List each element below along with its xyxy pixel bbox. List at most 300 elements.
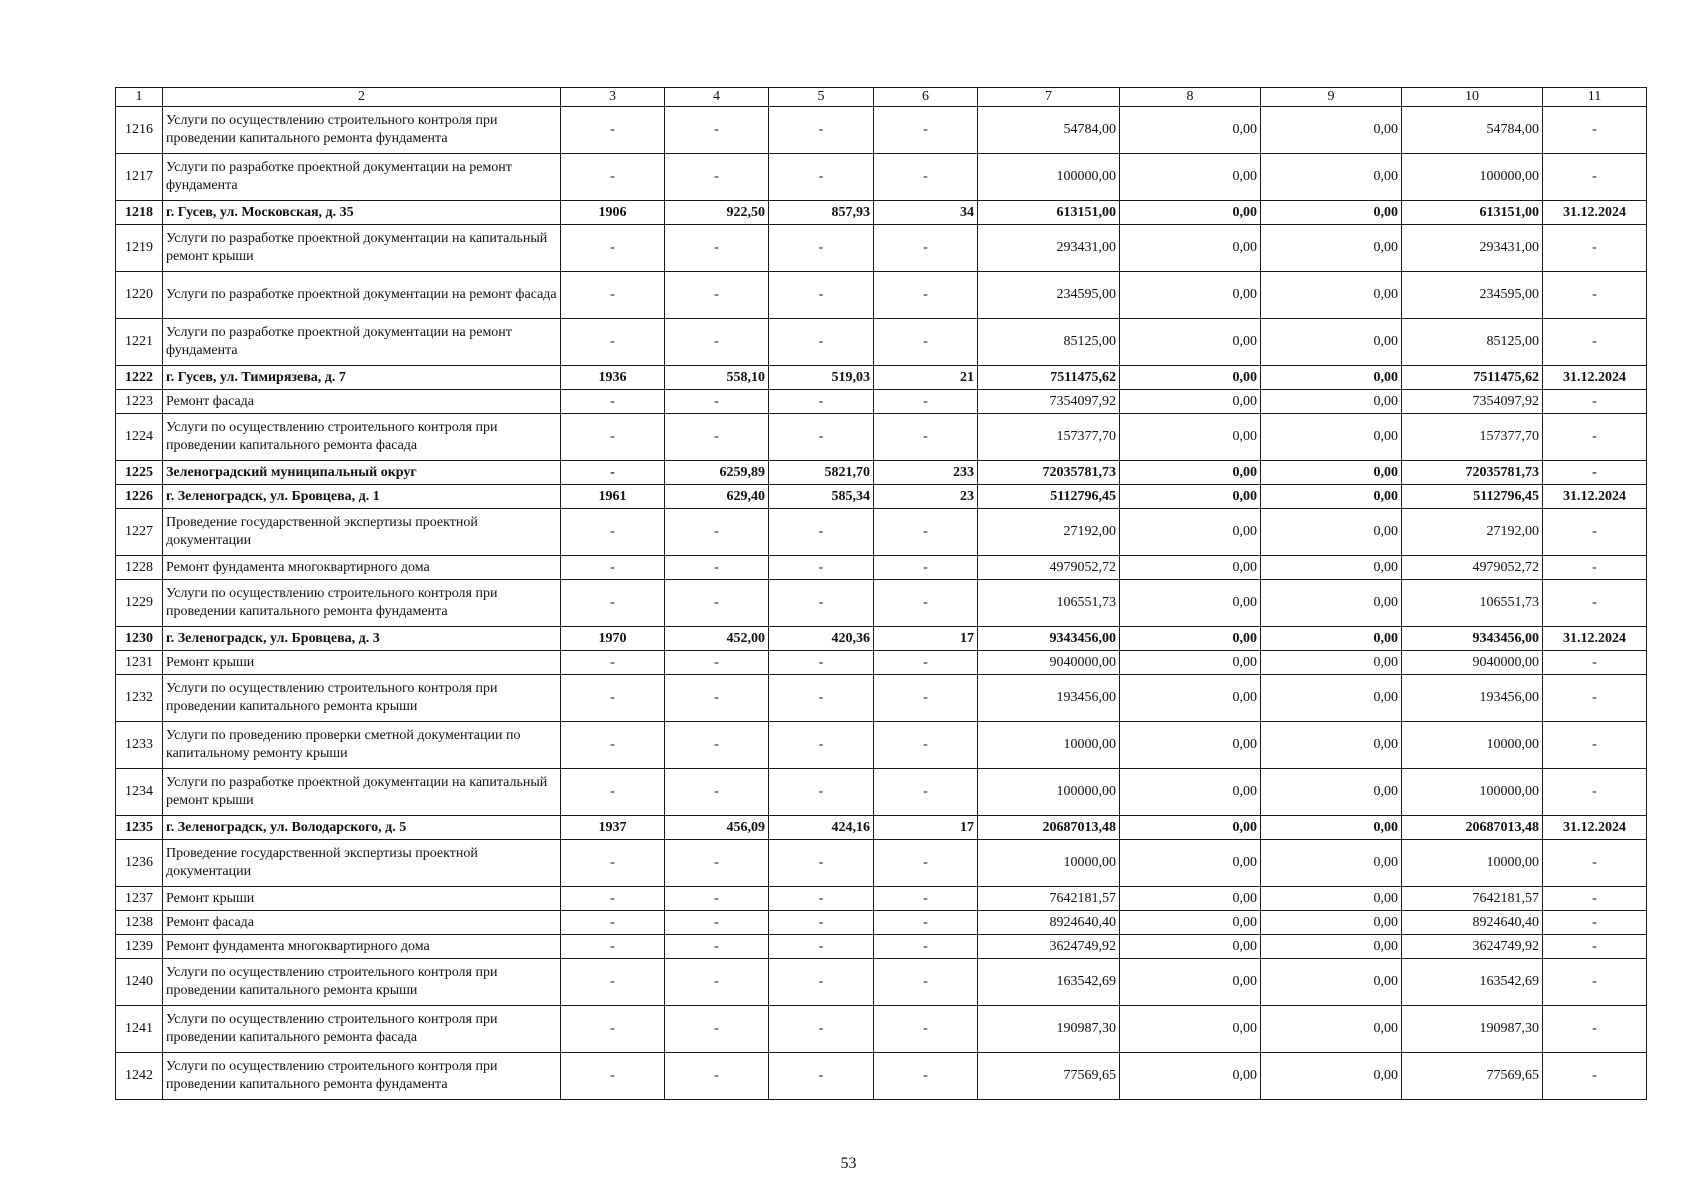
col9-cell: 0,00 xyxy=(1261,201,1402,225)
table-row xyxy=(116,959,1647,1006)
deadline-cell: - xyxy=(1543,154,1647,201)
col4-cell: - xyxy=(665,414,769,461)
table-row xyxy=(116,651,1647,675)
item-name-cell: Услуги по разработке проектной документации на ремонт фундамента xyxy=(163,319,561,366)
col7-cell: 613151,00 xyxy=(978,201,1120,225)
deadline-cell: 31.12.2024 xyxy=(1543,816,1647,840)
col10-cell: 7511475,62 xyxy=(1402,366,1543,390)
col6-cell: 23 xyxy=(874,485,978,509)
col9-cell: 0,00 xyxy=(1261,107,1402,154)
column-header: 10 xyxy=(1402,88,1543,107)
table-row xyxy=(116,840,1647,887)
col6-cell: - xyxy=(874,390,978,414)
col8-cell: 0,00 xyxy=(1120,675,1261,722)
table-row xyxy=(116,769,1647,816)
col6-cell: - xyxy=(874,840,978,887)
table-row xyxy=(116,935,1647,959)
col4-cell: - xyxy=(665,651,769,675)
col10-cell: 100000,00 xyxy=(1402,769,1543,816)
year-cell: - xyxy=(561,722,665,769)
col4-cell: - xyxy=(665,556,769,580)
table-row xyxy=(116,461,1647,485)
table-row xyxy=(116,154,1647,201)
col5-cell: 519,03 xyxy=(769,366,874,390)
col9-cell: 0,00 xyxy=(1261,390,1402,414)
col9-cell: 0,00 xyxy=(1261,366,1402,390)
col7-cell: 293431,00 xyxy=(978,225,1120,272)
item-name-cell: Услуги по осуществлению строительного контроля при проведении капитального ремонта крыши xyxy=(163,959,561,1006)
item-name-cell: г. Зеленоградск, ул. Бровцева, д. 3 xyxy=(163,627,561,651)
row-number-cell: 1219 xyxy=(116,225,163,272)
col10-cell: 3624749,92 xyxy=(1402,935,1543,959)
row-number-cell: 1240 xyxy=(116,959,163,1006)
col6-cell: - xyxy=(874,225,978,272)
year-cell: 1970 xyxy=(561,627,665,651)
col5-cell: - xyxy=(769,651,874,675)
deadline-cell: - xyxy=(1543,651,1647,675)
col5-cell: 424,16 xyxy=(769,816,874,840)
item-name-cell: Услуги по осуществлению строительного контроля при проведении капитального ремонта фасада xyxy=(163,414,561,461)
col6-cell: - xyxy=(874,675,978,722)
col9-cell: 0,00 xyxy=(1261,580,1402,627)
column-header: 9 xyxy=(1261,88,1402,107)
deadline-cell: 31.12.2024 xyxy=(1543,201,1647,225)
col8-cell: 0,00 xyxy=(1120,840,1261,887)
col4-cell: - xyxy=(665,935,769,959)
col7-cell: 193456,00 xyxy=(978,675,1120,722)
year-cell: 1937 xyxy=(561,816,665,840)
item-name-cell: Проведение государственной экспертизы проектной документации xyxy=(163,509,561,556)
column-header: 7 xyxy=(978,88,1120,107)
row-number-cell: 1224 xyxy=(116,414,163,461)
deadline-cell: - xyxy=(1543,840,1647,887)
col7-cell: 5112796,45 xyxy=(978,485,1120,509)
col8-cell: 0,00 xyxy=(1120,556,1261,580)
col9-cell: 0,00 xyxy=(1261,840,1402,887)
col5-cell: - xyxy=(769,107,874,154)
col6-cell: - xyxy=(874,769,978,816)
col9-cell: 0,00 xyxy=(1261,485,1402,509)
col8-cell: 0,00 xyxy=(1120,959,1261,1006)
col6-cell: - xyxy=(874,556,978,580)
item-name-cell: Ремонт фасада xyxy=(163,390,561,414)
col10-cell: 7354097,92 xyxy=(1402,390,1543,414)
row-number-cell: 1227 xyxy=(116,509,163,556)
deadline-cell: - xyxy=(1543,769,1647,816)
col9-cell: 0,00 xyxy=(1261,959,1402,1006)
col7-cell: 100000,00 xyxy=(978,769,1120,816)
col8-cell: 0,00 xyxy=(1120,225,1261,272)
item-name-cell: Услуги по осуществлению строительного контроля при проведении капитального ремонта фундамента xyxy=(163,1053,561,1100)
table-row xyxy=(116,509,1647,556)
col7-cell: 54784,00 xyxy=(978,107,1120,154)
table-row xyxy=(116,816,1647,840)
col5-cell: - xyxy=(769,1006,874,1053)
item-name-cell: Ремонт фундамента многоквартирного дома xyxy=(163,556,561,580)
col5-cell: - xyxy=(769,390,874,414)
row-number-cell: 1226 xyxy=(116,485,163,509)
col6-cell: - xyxy=(874,107,978,154)
item-name-cell: Услуги по осуществлению строительного контроля при проведении капитального ремонта фундамента xyxy=(163,107,561,154)
deadline-cell: - xyxy=(1543,580,1647,627)
table-row xyxy=(116,1053,1647,1100)
col4-cell: - xyxy=(665,580,769,627)
col10-cell: 190987,30 xyxy=(1402,1006,1543,1053)
col10-cell: 85125,00 xyxy=(1402,319,1543,366)
col8-cell: 0,00 xyxy=(1120,201,1261,225)
col8-cell: 0,00 xyxy=(1120,107,1261,154)
col9-cell: 0,00 xyxy=(1261,225,1402,272)
table-row xyxy=(116,319,1647,366)
col5-cell: - xyxy=(769,414,874,461)
page-number: 53 xyxy=(840,1155,857,1172)
col8-cell: 0,00 xyxy=(1120,651,1261,675)
col8-cell: 0,00 xyxy=(1120,769,1261,816)
col5-cell: - xyxy=(769,154,874,201)
col5-cell: - xyxy=(769,319,874,366)
year-cell: - xyxy=(561,675,665,722)
item-name-cell: Услуги по осуществлению строительного контроля при проведении капитального ремонта фундамента xyxy=(163,580,561,627)
col6-cell: - xyxy=(874,414,978,461)
deadline-cell: - xyxy=(1543,272,1647,319)
row-number-cell: 1222 xyxy=(116,366,163,390)
table-body xyxy=(116,88,1647,1100)
row-number-cell: 1235 xyxy=(116,816,163,840)
col5-cell: - xyxy=(769,1053,874,1100)
col5-cell: - xyxy=(769,935,874,959)
table-row xyxy=(116,627,1647,651)
deadline-cell: - xyxy=(1543,675,1647,722)
deadline-cell: - xyxy=(1543,107,1647,154)
table-row xyxy=(116,556,1647,580)
row-number-cell: 1238 xyxy=(116,911,163,935)
col9-cell: 0,00 xyxy=(1261,627,1402,651)
col4-cell: - xyxy=(665,107,769,154)
col5-cell: - xyxy=(769,556,874,580)
col6-cell: 233 xyxy=(874,461,978,485)
col9-cell: 0,00 xyxy=(1261,769,1402,816)
col5-cell: 5821,70 xyxy=(769,461,874,485)
table-row xyxy=(116,390,1647,414)
row-number-cell: 1229 xyxy=(116,580,163,627)
col4-cell: - xyxy=(665,911,769,935)
col7-cell: 7511475,62 xyxy=(978,366,1120,390)
col6-cell: - xyxy=(874,509,978,556)
col7-cell: 100000,00 xyxy=(978,154,1120,201)
year-cell: - xyxy=(561,390,665,414)
col7-cell: 3624749,92 xyxy=(978,935,1120,959)
col9-cell: 0,00 xyxy=(1261,556,1402,580)
col7-cell: 27192,00 xyxy=(978,509,1120,556)
col4-cell: - xyxy=(665,840,769,887)
year-cell: - xyxy=(561,911,665,935)
year-cell: - xyxy=(561,651,665,675)
deadline-cell: 31.12.2024 xyxy=(1543,366,1647,390)
col4-cell: 456,09 xyxy=(665,816,769,840)
col8-cell: 0,00 xyxy=(1120,390,1261,414)
column-header: 11 xyxy=(1543,88,1647,107)
col8-cell: 0,00 xyxy=(1120,319,1261,366)
deadline-cell: - xyxy=(1543,390,1647,414)
table-row xyxy=(116,887,1647,911)
col7-cell: 10000,00 xyxy=(978,840,1120,887)
col10-cell: 54784,00 xyxy=(1402,107,1543,154)
year-cell: - xyxy=(561,556,665,580)
col5-cell: - xyxy=(769,959,874,1006)
col5-cell: - xyxy=(769,887,874,911)
year-cell: - xyxy=(561,580,665,627)
year-cell: - xyxy=(561,840,665,887)
column-header: 8 xyxy=(1120,88,1261,107)
deadline-cell: - xyxy=(1543,935,1647,959)
year-cell: - xyxy=(561,769,665,816)
col6-cell: 21 xyxy=(874,366,978,390)
table-row xyxy=(116,201,1647,225)
col8-cell: 0,00 xyxy=(1120,1006,1261,1053)
col10-cell: 193456,00 xyxy=(1402,675,1543,722)
year-cell: - xyxy=(561,225,665,272)
col6-cell: - xyxy=(874,154,978,201)
deadline-cell: 31.12.2024 xyxy=(1543,485,1647,509)
col4-cell: - xyxy=(665,887,769,911)
col8-cell: 0,00 xyxy=(1120,272,1261,319)
col4-cell: - xyxy=(665,319,769,366)
table-row xyxy=(116,580,1647,627)
col4-cell: - xyxy=(665,1053,769,1100)
item-name-cell: Услуги по разработке проектной документации на ремонт фасада xyxy=(163,272,561,319)
row-number-cell: 1237 xyxy=(116,887,163,911)
col6-cell: - xyxy=(874,935,978,959)
deadline-cell: - xyxy=(1543,319,1647,366)
year-cell: - xyxy=(561,154,665,201)
col9-cell: 0,00 xyxy=(1261,887,1402,911)
col5-cell: 857,93 xyxy=(769,201,874,225)
col10-cell: 27192,00 xyxy=(1402,509,1543,556)
deadline-cell: - xyxy=(1543,556,1647,580)
col4-cell: - xyxy=(665,675,769,722)
col4-cell: - xyxy=(665,722,769,769)
col5-cell: - xyxy=(769,580,874,627)
col10-cell: 234595,00 xyxy=(1402,272,1543,319)
col4-cell: - xyxy=(665,272,769,319)
deadline-cell: - xyxy=(1543,461,1647,485)
item-name-cell: г. Зеленоградск, ул. Бровцева, д. 1 xyxy=(163,485,561,509)
col10-cell: 72035781,73 xyxy=(1402,461,1543,485)
col7-cell: 72035781,73 xyxy=(978,461,1120,485)
col5-cell: - xyxy=(769,840,874,887)
deadline-cell: - xyxy=(1543,1006,1647,1053)
table-row xyxy=(116,414,1647,461)
year-cell: - xyxy=(561,935,665,959)
year-cell: - xyxy=(561,414,665,461)
table-row xyxy=(116,911,1647,935)
item-name-cell: Услуги по разработке проектной документации на капитальный ремонт крыши xyxy=(163,225,561,272)
item-name-cell: Услуги по осуществлению строительного контроля при проведении капитального ремонта крыши xyxy=(163,675,561,722)
col10-cell: 613151,00 xyxy=(1402,201,1543,225)
year-cell: 1936 xyxy=(561,366,665,390)
col6-cell: - xyxy=(874,580,978,627)
deadline-cell: - xyxy=(1543,414,1647,461)
col10-cell: 77569,65 xyxy=(1402,1053,1543,1100)
col7-cell: 85125,00 xyxy=(978,319,1120,366)
row-number-cell: 1234 xyxy=(116,769,163,816)
item-name-cell: Проведение государственной экспертизы проектной документации xyxy=(163,840,561,887)
col5-cell: 585,34 xyxy=(769,485,874,509)
col6-cell: - xyxy=(874,959,978,1006)
col7-cell: 4979052,72 xyxy=(978,556,1120,580)
col8-cell: 0,00 xyxy=(1120,509,1261,556)
col6-cell: 17 xyxy=(874,627,978,651)
table-row xyxy=(116,272,1647,319)
row-number-cell: 1233 xyxy=(116,722,163,769)
col8-cell: 0,00 xyxy=(1120,627,1261,651)
year-cell: - xyxy=(561,1053,665,1100)
col5-cell: - xyxy=(769,911,874,935)
data-table xyxy=(115,87,1647,1100)
col10-cell: 4979052,72 xyxy=(1402,556,1543,580)
col8-cell: 0,00 xyxy=(1120,366,1261,390)
col6-cell: - xyxy=(874,1006,978,1053)
header-row xyxy=(116,88,1647,107)
year-cell: - xyxy=(561,272,665,319)
col6-cell: - xyxy=(874,911,978,935)
col4-cell: - xyxy=(665,959,769,1006)
col7-cell: 8924640,40 xyxy=(978,911,1120,935)
col8-cell: 0,00 xyxy=(1120,816,1261,840)
col7-cell: 9343456,00 xyxy=(978,627,1120,651)
col4-cell: - xyxy=(665,390,769,414)
col7-cell: 7354097,92 xyxy=(978,390,1120,414)
table-row xyxy=(116,485,1647,509)
year-cell: 1906 xyxy=(561,201,665,225)
col4-cell: - xyxy=(665,1006,769,1053)
col10-cell: 10000,00 xyxy=(1402,722,1543,769)
table-row xyxy=(116,225,1647,272)
deadline-cell: - xyxy=(1543,887,1647,911)
col9-cell: 0,00 xyxy=(1261,154,1402,201)
row-number-cell: 1225 xyxy=(116,461,163,485)
col8-cell: 0,00 xyxy=(1120,935,1261,959)
col10-cell: 293431,00 xyxy=(1402,225,1543,272)
item-name-cell: г. Гусев, ул. Тимирязева, д. 7 xyxy=(163,366,561,390)
col5-cell: - xyxy=(769,225,874,272)
col6-cell: - xyxy=(874,1053,978,1100)
table-row xyxy=(116,722,1647,769)
year-cell: - xyxy=(561,319,665,366)
col10-cell: 9040000,00 xyxy=(1402,651,1543,675)
col5-cell: 420,36 xyxy=(769,627,874,651)
table-row xyxy=(116,107,1647,154)
row-number-cell: 1231 xyxy=(116,651,163,675)
col6-cell: - xyxy=(874,319,978,366)
col9-cell: 0,00 xyxy=(1261,272,1402,319)
col6-cell: 17 xyxy=(874,816,978,840)
col10-cell: 10000,00 xyxy=(1402,840,1543,887)
deadline-cell: - xyxy=(1543,509,1647,556)
col10-cell: 5112796,45 xyxy=(1402,485,1543,509)
col8-cell: 0,00 xyxy=(1120,485,1261,509)
row-number-cell: 1217 xyxy=(116,154,163,201)
col5-cell: - xyxy=(769,272,874,319)
item-name-cell: Услуги по разработке проектной документации на капитальный ремонт крыши xyxy=(163,769,561,816)
col10-cell: 20687013,48 xyxy=(1402,816,1543,840)
col9-cell: 0,00 xyxy=(1261,319,1402,366)
row-number-cell: 1221 xyxy=(116,319,163,366)
col5-cell: - xyxy=(769,722,874,769)
col7-cell: 9040000,00 xyxy=(978,651,1120,675)
deadline-cell: 31.12.2024 xyxy=(1543,627,1647,651)
col4-cell: - xyxy=(665,154,769,201)
col8-cell: 0,00 xyxy=(1120,461,1261,485)
column-header: 3 xyxy=(561,88,665,107)
col6-cell: - xyxy=(874,651,978,675)
col10-cell: 9343456,00 xyxy=(1402,627,1543,651)
col9-cell: 0,00 xyxy=(1261,1006,1402,1053)
col9-cell: 0,00 xyxy=(1261,935,1402,959)
column-header: 1 xyxy=(116,88,163,107)
row-number-cell: 1220 xyxy=(116,272,163,319)
deadline-cell: - xyxy=(1543,225,1647,272)
col4-cell: - xyxy=(665,769,769,816)
col8-cell: 0,00 xyxy=(1120,1053,1261,1100)
col9-cell: 0,00 xyxy=(1261,509,1402,556)
item-name-cell: Услуги по проведению проверки сметной документации по капитальному ремонту крыши xyxy=(163,722,561,769)
year-cell: - xyxy=(561,887,665,911)
item-name-cell: Услуги по разработке проектной документации на ремонт фундамента xyxy=(163,154,561,201)
col5-cell: - xyxy=(769,769,874,816)
col7-cell: 190987,30 xyxy=(978,1006,1120,1053)
col7-cell: 20687013,48 xyxy=(978,816,1120,840)
col4-cell: 6259,89 xyxy=(665,461,769,485)
column-header: 2 xyxy=(163,88,561,107)
col5-cell: - xyxy=(769,509,874,556)
col10-cell: 163542,69 xyxy=(1402,959,1543,1006)
row-number-cell: 1242 xyxy=(116,1053,163,1100)
table-row xyxy=(116,675,1647,722)
table-row xyxy=(116,366,1647,390)
item-name-cell: Ремонт крыши xyxy=(163,887,561,911)
col8-cell: 0,00 xyxy=(1120,722,1261,769)
col10-cell: 106551,73 xyxy=(1402,580,1543,627)
col6-cell: - xyxy=(874,887,978,911)
table-row xyxy=(116,1006,1647,1053)
item-name-cell: Ремонт фасада xyxy=(163,911,561,935)
col10-cell: 100000,00 xyxy=(1402,154,1543,201)
item-name-cell: Зеленоградский муниципальный округ xyxy=(163,461,561,485)
row-number-cell: 1236 xyxy=(116,840,163,887)
col7-cell: 10000,00 xyxy=(978,722,1120,769)
row-number-cell: 1218 xyxy=(116,201,163,225)
year-cell: - xyxy=(561,461,665,485)
col7-cell: 157377,70 xyxy=(978,414,1120,461)
year-cell: - xyxy=(561,509,665,556)
col8-cell: 0,00 xyxy=(1120,154,1261,201)
deadline-cell: - xyxy=(1543,1053,1647,1100)
item-name-cell: г. Гусев, ул. Московская, д. 35 xyxy=(163,201,561,225)
col7-cell: 7642181,57 xyxy=(978,887,1120,911)
row-number-cell: 1241 xyxy=(116,1006,163,1053)
col6-cell: - xyxy=(874,272,978,319)
col9-cell: 0,00 xyxy=(1261,675,1402,722)
row-number-cell: 1239 xyxy=(116,935,163,959)
row-number-cell: 1228 xyxy=(116,556,163,580)
col9-cell: 0,00 xyxy=(1261,816,1402,840)
column-header: 6 xyxy=(874,88,978,107)
column-header: 4 xyxy=(665,88,769,107)
col9-cell: 0,00 xyxy=(1261,414,1402,461)
col4-cell: - xyxy=(665,225,769,272)
col9-cell: 0,00 xyxy=(1261,461,1402,485)
